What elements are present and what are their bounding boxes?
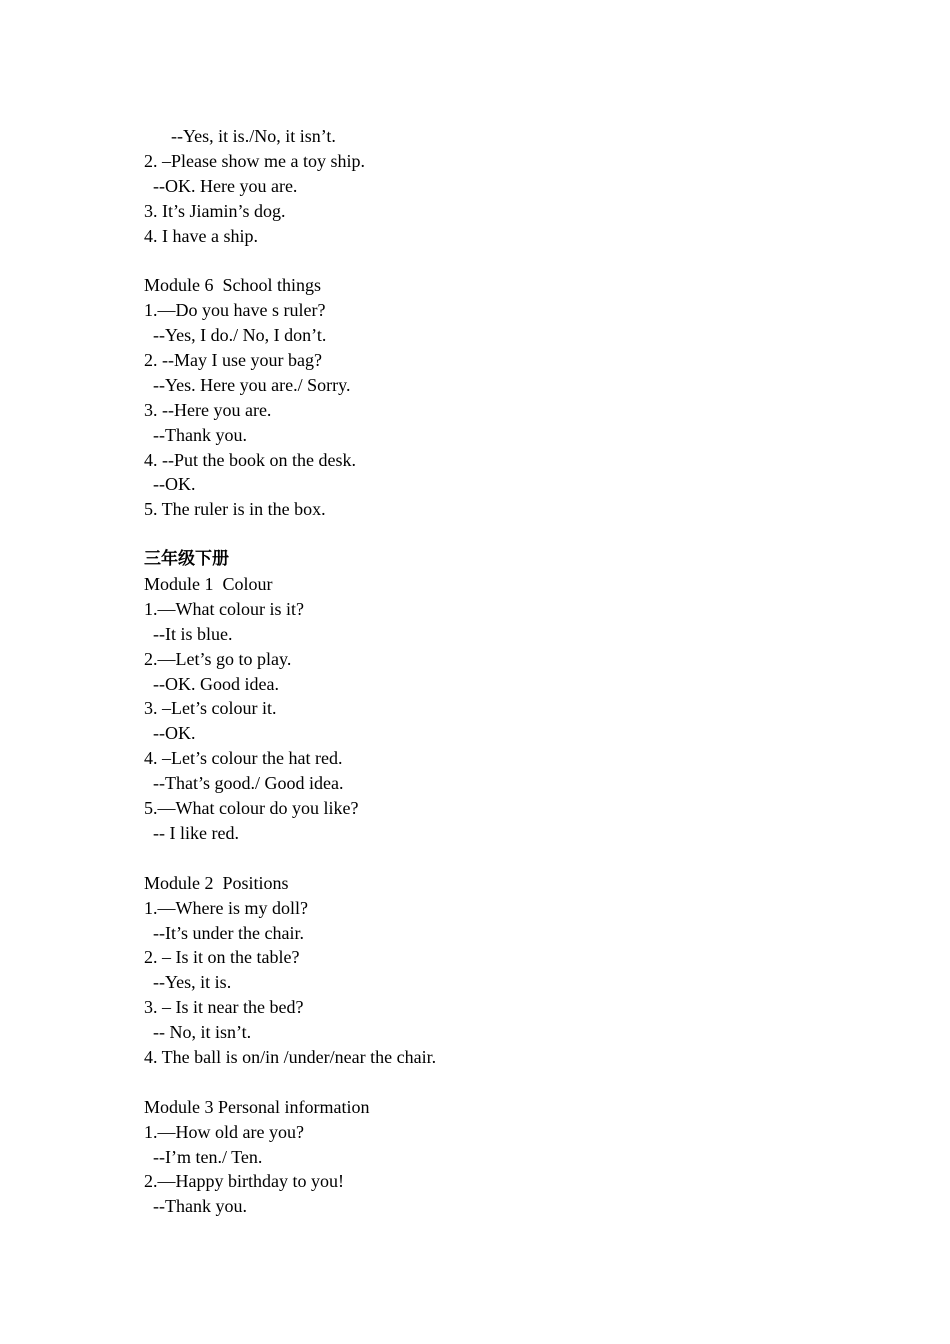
text-line: 3. --Here you are. bbox=[144, 399, 272, 420]
module-heading: Module 6 School things bbox=[144, 275, 322, 296]
text-line: 1.—How old are you? bbox=[144, 1121, 304, 1142]
text-line: --OK. bbox=[144, 474, 196, 495]
text-line: 2. – Is it on the table? bbox=[144, 947, 300, 968]
text-line: 2.—Happy birthday to you! bbox=[144, 1171, 344, 1192]
text-line: --I’m ten./ Ten. bbox=[144, 1146, 263, 1167]
text-line: 5.—What colour do you like? bbox=[144, 798, 359, 819]
blank-line bbox=[144, 1070, 844, 1095]
text-line: --Yes, I do./ No, I don’t. bbox=[144, 325, 327, 346]
text-line: --Thank you. bbox=[144, 424, 247, 445]
text-line: --Thank you. bbox=[144, 1196, 247, 1217]
text-line: 3. – Is it near the bed? bbox=[144, 997, 304, 1018]
text-line: --Yes, it is. bbox=[144, 972, 232, 993]
text-line: -- I like red. bbox=[144, 822, 239, 843]
text-line: 4. The ball is on/in /under/near the chair. bbox=[144, 1046, 437, 1067]
text-line: 1.—Where is my doll? bbox=[144, 897, 308, 918]
text-line: --It’s under the chair. bbox=[144, 922, 304, 943]
text-line: --Yes. Here you are./ Sorry. bbox=[144, 374, 351, 395]
text-line: --OK. Good idea. bbox=[144, 673, 279, 694]
text-line: 5. The ruler is in the box. bbox=[144, 499, 326, 520]
text-line: 3. –Let’s colour it. bbox=[144, 698, 277, 719]
blank-line bbox=[144, 248, 844, 273]
text-line: 1.—Do you have s ruler? bbox=[144, 300, 326, 321]
text-line: 2.—Let’s go to play. bbox=[144, 648, 292, 669]
text-line: 1.—What colour is it? bbox=[144, 598, 304, 619]
text-line: --It is blue. bbox=[144, 623, 233, 644]
blank-line bbox=[144, 846, 844, 871]
text-line: --OK. bbox=[144, 723, 196, 744]
text-line: 4. --Put the book on the desk. bbox=[144, 449, 356, 470]
module-heading: Module 2 Positions bbox=[144, 872, 289, 893]
text-line: 2. –Please show me a toy ship. bbox=[144, 150, 365, 171]
text-line: 4. I have a ship. bbox=[144, 225, 258, 246]
text-line: --Yes, it is./No, it isn’t. bbox=[144, 126, 336, 146]
grade-heading: 三年级下册 bbox=[144, 549, 229, 570]
text-line: 4. –Let’s colour the hat red. bbox=[144, 748, 343, 769]
document-body bbox=[144, 124, 844, 1219]
text-line: 2. --May I use your bag? bbox=[144, 350, 322, 371]
module-heading: Module 3 Personal information bbox=[144, 1096, 370, 1117]
blank-line bbox=[144, 522, 844, 547]
text-line: 3. It’s Jiamin’s dog. bbox=[144, 200, 286, 221]
text-line: --That’s good./ Good idea. bbox=[144, 773, 344, 794]
text-line: -- No, it isn’t. bbox=[144, 1022, 252, 1043]
module-heading: Module 1 Colour bbox=[144, 574, 273, 595]
text-line: --OK. Here you are. bbox=[144, 175, 298, 196]
